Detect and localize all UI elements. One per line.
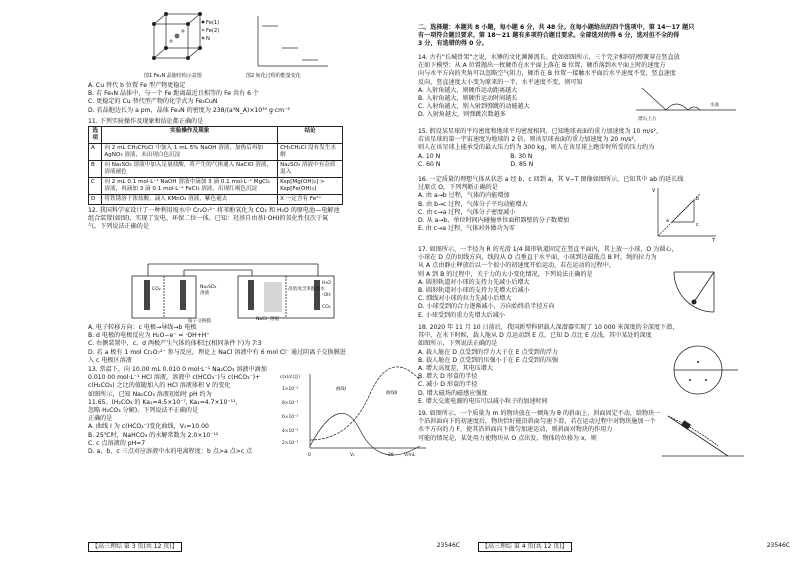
q11-th-operation: 实验操作及现象 — [102, 127, 278, 144]
xtick: V₁ — [350, 453, 355, 458]
ytick: 4×10⁻³ — [282, 429, 299, 434]
vt-graph — [650, 186, 720, 242]
q13-line: 忽略 H₂CO₃ 分解)。下列说法不正确的是 — [88, 407, 199, 415]
q13-line: 11.65。(H₂CO₃ 的 Ka₁=4.5×10⁻⁷, Ka₂=4.7×10⁻¹¹， — [88, 398, 242, 406]
label-h2o: H₂O — [322, 281, 331, 286]
q12-line: 组合装置(如图)，实现了发电、环保二位一体。已知：羟基自由基(·OH)的氧化性仅次于氟 — [88, 215, 329, 223]
q18-line: 18. 2020 年 11 月 10 日前后，我国新型科研载人深潜器实现了 10 000 米深度的全深度下潜， — [418, 324, 679, 331]
table-row — [89, 178, 343, 195]
vt-ylabel: V — [652, 189, 656, 194]
q17-opt-a: A. 圆形轨道对小球的支持力先减小后增大 — [418, 278, 530, 286]
q17-line: 17. 如图所示，一半径为 R 的光滑 1/4 圆形轨道固定在竖直平面内，其上放一小球，O 为圆心， — [418, 246, 678, 253]
q16-opt-c: C. 由 c→a 过程，气体分子密度减小 — [418, 208, 516, 216]
q18-opt-b: B. 增大 D 形盒的半径 — [418, 373, 478, 381]
legend-n: N — [206, 36, 210, 42]
label-co2b: CO₂ — [322, 305, 331, 310]
q11-stem: 11. 下列实验操作及现象和结论都正确的是 — [88, 117, 204, 125]
q11-cell: 向 2 mL CH₃CH₂Cl 中加入 1 mL 5% NaOH 溶液，加热后再加 AgNO₃ 溶液，未出现白色沉淀 — [102, 144, 278, 161]
q14-line: 14. 古有“长城骨架”之说，水锤的文化渊源流长。此如如图所示，三个完全相同的弹簧穿在竖直放 — [418, 54, 680, 61]
q18-line: 如图所示，下列说法正确的是 — [418, 340, 498, 348]
legend-fe1: Fe(1) — [206, 20, 220, 26]
electrochem-apparatus — [128, 260, 348, 322]
q11-th-conclusion: 结论 — [278, 127, 343, 144]
skipping-stone-figure — [636, 80, 736, 124]
table-row — [89, 161, 343, 178]
q18-line: 其中，在水下时候，载人舱从 D 点运动到 E 点，已知 D 点比 E 点浅，其中某处的深度 — [418, 332, 652, 340]
q16-opt-d: D. 从 a→b，单位时间内碰撞单位面积器壁的分子数增加 — [418, 217, 570, 225]
q17-line: 则 A 到 B 的过程中，关于力的大小变化情况，下列说法正确的是 — [418, 270, 593, 278]
left-footer-label: 【高三理综 第 3 页(共 12 页)】 — [88, 542, 182, 552]
curve-label-2: 曲线II — [386, 391, 398, 396]
axis-xlabel: V/mL — [404, 453, 416, 458]
q13-line: 如图所示，已知 Na₂CO₃ 溶液初始时 pH 约为 — [88, 390, 212, 398]
q18-opt-e: E. 增大交流电源的电压可以减小粒子的加速时间 — [418, 397, 548, 405]
q11-cell: 向 2 mL 0.1 mol·L⁻¹ NaOH 溶液中滴加 3 滴 0.1 mol·L⁻¹ MgCl₂ 溶液，再滴加 3 滴 0.1 mol·L⁻¹ FeCl₃ 溶液，出现红褐色沉淀 — [102, 178, 278, 195]
q13-opt-b: B. 25℃时，NaHCO₃ 的水解常数为 2.0×10⁻¹² — [88, 431, 219, 439]
q11-cell: B — [89, 161, 102, 178]
section-line: 3 分，有选错的得 0 分。 — [418, 40, 488, 48]
q19-line: 水平方向的力 F，使其沿斜面向下做匀加速运动，则斜面对物块的作用力 — [418, 426, 613, 434]
right-page — [418, 10, 790, 555]
vt-point-c: c — [696, 223, 699, 228]
q12-opt-a: A. 电子转移方向：c 电极→导线→b 电极 — [88, 324, 197, 331]
q14-line: 向与水平方向的夹角可以忽略空气阻力，硬币在 B 位置一接触水平面后水平速度不变，竖直速度 — [418, 70, 676, 78]
q11-cell: C — [89, 178, 102, 195]
q16-line: 16. 一定质量的理想气体从状态 a 经 b、c 回到 a，其 V−T 图像如图所示，已知其中 ab 的延长线 — [418, 176, 684, 183]
q17-line: 从 A 点由静止释放后以一个很小的初速度开始运动，若在运动的过程中， — [418, 262, 615, 270]
q14-opt-a: A. 入射角越大，则硬币运动距离越大 — [418, 86, 518, 94]
q16-opt-a: A. 由 a→b 过程，气体的内能增加 — [418, 192, 510, 200]
q12-opt-d2: 入 c 电极区溶液 — [88, 356, 132, 364]
q14-opt-b: B. 入射角越大，则硬币运动时间越长 — [418, 95, 518, 103]
q19-line: 可能的情况是，某处用力使物块从 O 点出发，物体的位移为 x，则 — [418, 434, 597, 442]
table-row — [89, 144, 343, 161]
ytick: 6×10⁻³ — [282, 415, 299, 420]
q18-opt-a: A. 增大高度差，其电压增大 — [418, 365, 493, 373]
q12-line: 气。下列说法正确的是 — [88, 223, 149, 231]
q16-opt-e: E. 由 c→a 过程，气体对外做功为零 — [418, 225, 515, 233]
ytick: 1×10⁻² — [282, 387, 299, 392]
q17-opt-e: E. 小球受到的重力先增大后减小 — [418, 311, 505, 319]
q13-line: 正确的是 — [88, 415, 113, 423]
q13-opt-c: C. c 点溶液的 pH=7 — [88, 439, 146, 447]
energy-diagram — [248, 12, 358, 74]
q10-opt-a: A. Cu 替代 b 位置 Fe 型产物更稳定 — [88, 82, 186, 89]
left-page — [88, 10, 460, 555]
q11-th-option: 选项 — [89, 127, 102, 144]
legend-fe2: Fe(2) — [206, 28, 220, 34]
label-membrane: 质子交换膜 — [188, 319, 211, 324]
label-co2: CO₂ — [152, 287, 161, 292]
q13-opt-d: D. a、b、c 三点对应溶液中水的电离程度：b 点>a 点>c 点 — [88, 448, 253, 456]
label-stone: 漂石上方 — [638, 117, 657, 122]
q17-opt-d: D. 小球受到的合力逐渐减小，方向始终沿半径方向 — [418, 303, 555, 311]
q11-cell: Ksp[Mg(OH)₂] > Ksp[Fe(OH)₃] — [278, 178, 343, 195]
q15-opt-a: A. 10 N — [418, 152, 441, 160]
vt-point-a: a — [666, 219, 669, 224]
q13-opt-a: A. 曲线 I 为 c(HCO₃⁻)变化曲线，V₁=10.00 — [88, 423, 209, 431]
section-line: 二、选择题：本题共 8 小题，每小题 6 分，共 48 分。在每小题给出的四个选项中，第 14～17 题只 — [418, 24, 695, 31]
fig2-caption: 图2 转化过程的能量变化 — [246, 73, 301, 79]
titration-graph — [280, 370, 430, 460]
label-phenol: 高浓度含苯酚废水 — [288, 287, 325, 292]
q15-line: 15. 假设某星球的平均密度和地球平均密度相同，已知地球表面的重力加速度为 10 m/s²， — [418, 128, 663, 135]
q12-opt-b: B. d 电极的电极反应为 H₂O−e⁻ = ·OH+H⁺ — [88, 332, 210, 340]
q17-opt-b: B. 圆形轨道对小球的支持力先增大后减小 — [418, 287, 530, 295]
q14-opt-d: D. 入射角越大，则弹跳次数越多 — [418, 111, 506, 119]
q19-line: 个沿斜面向下的初速度后，物块恰好能沿斜面匀速下滑，若在运动过程中对物块施加一个 — [418, 418, 656, 426]
q15-opt-b: B. 30 N — [510, 152, 533, 160]
label-solution1: 溶液 — [200, 291, 210, 296]
q11-cell: A — [89, 144, 102, 161]
q15-line: 则人在该星球上能承受的最大压力约为 300 kg，则人在该星球上跑步时所受的压力约为 — [418, 144, 655, 152]
vt-xlabel: T — [712, 239, 715, 244]
q15-line: 若该星球的第一宇宙速度为地球的 2 倍，则该星球表面的重力加速度为 20 m/s²， — [418, 136, 640, 144]
cyclotron-figure — [662, 340, 742, 400]
label-water: 水面 — [710, 103, 720, 108]
q10-opt-b: B. 若 Fe₄N 晶体中，与一个 Fe 距离最近且相等的 Fe 共有 6 个 — [88, 90, 259, 98]
q17-opt-c: C. 细线对小球的拉力先减小后增大 — [418, 295, 512, 303]
q11-cell: CH₃CH₂Cl 没有发生水解 — [278, 144, 343, 161]
section-line: 有一项符合题目要求，第 18～21 题有多项符合题目要求。全部选对的得 6 分，选对但不全的得 — [418, 32, 680, 40]
q10-opt-d: D. 若晶胞边长为 a pm，晶体 Fe₄N 的密度为 238/(a³N_A)×10³⁰ g·cm⁻³ — [88, 106, 290, 114]
vt-point-b: b — [696, 197, 700, 202]
left-footer-code: 23546C — [436, 542, 460, 549]
label-oh: ·OH — [322, 293, 331, 298]
table-row — [89, 195, 343, 205]
q13-line: c(H₂CO₃) 之比的值随加入的 HCl 溶液体积 V 的变化 — [88, 382, 231, 390]
xtick: 0 — [308, 453, 311, 458]
right-footer-label: 【高三理综 第 4 页(共 12 页)】 — [478, 542, 572, 552]
q11-cell: 向 Na₂SO₃ 溶液中加入足量盐酸，将产生的气体通入 NaClO 溶液，溶液褪色 — [102, 161, 278, 178]
ytick: 2×10⁻³ — [282, 441, 299, 446]
q11-cell: X 一定含有 Fe²⁺ — [278, 195, 343, 205]
axis-ylabel: c(x)/c(总) — [280, 375, 301, 380]
q14-opt-c: C. 入射角越大，则入射到弹跳的动能越大 — [418, 103, 530, 111]
crystal-cell-figure — [146, 10, 236, 72]
q12-opt-d: D. 若 a 极有 1 mol Cr₂O₇²⁻ 参与反应，理论上 NaCl 溶液中有 6 mol Cl⁻ 通过阴离子交换膜进 — [88, 348, 346, 356]
q13-line: 0.010 00 mol·L⁻¹ HCl 溶液，溶液中 c(HCO₃⁻)与 c(HCO₃⁻)+ — [88, 374, 261, 382]
right-footer — [418, 542, 790, 552]
q17-line: 小球在 D 点的切线方向，线段从 O 点垂直于水平面，小球到达最低点 B 时，绳的拉力为 — [418, 254, 657, 262]
q12-opt-c: C. 右侧装置中，c、d 两极产生气体的体积比(相同条件下)为 7∶3 — [88, 340, 262, 348]
q14-line: 反向，竖直速度大小变为原来的一半，水平速度不变，则可知 — [418, 78, 583, 86]
q16-line: 过原点 O，下列判断正确的是 — [418, 184, 498, 192]
q15-opt-d: D. 85 N — [510, 160, 534, 168]
label-na2so4: Na₂SO₄ — [200, 285, 217, 290]
curve-label-1: 曲线I — [336, 387, 347, 392]
q18-line: A. 载人舱在 D 点受到的浮力大于在 E 点受到的浮力 — [418, 348, 559, 356]
q18-opt-c: C. 减小 D 形盒的半径 — [418, 381, 478, 389]
q10-opt-c: C. 更稳定的 Cu 替代型产物的化学式为 Fe₃CuN — [88, 98, 218, 106]
label-solution2: 溶液 — [270, 317, 280, 322]
xtick: 20 — [388, 453, 394, 458]
quarter-circle-track — [668, 266, 732, 318]
label-nacl: NaCl — [256, 317, 267, 322]
incline-figure — [658, 406, 748, 462]
q18-opt-d: D. 增大磁场的磁感应强度 — [418, 389, 488, 397]
ytick: 8×10⁻³ — [282, 401, 299, 406]
q11-cell: D — [89, 195, 102, 205]
left-footer — [88, 542, 460, 552]
q16-opt-b: B. 由 b→c 过程，气体分子平均动能增大 — [418, 200, 528, 208]
q11-cell: 将铁锈溶于浓盐酸，滴入 KMnO₄ 溶液，紫色褪去 — [102, 195, 278, 205]
fig1-caption: 图1 Fe₄N 晶胞结构示意图 — [144, 73, 202, 79]
q12-line: 12. 我国科学家设计了一种利用废水中 Cr₂O₇²⁻ 将苯酚氧化为 CO₂ 和 H₂O 的原电池—电解池 — [88, 207, 340, 215]
q13-line: 13. 常温下，向 10.00 mL 0.010 0 mol·L⁻¹ Na₂CO₃ 溶液中滴加 — [88, 366, 267, 373]
right-footer-code: 23546C — [766, 542, 790, 549]
q11-table — [88, 126, 343, 205]
q15-opt-c: C. 60 N — [418, 160, 441, 168]
q18-line: B. 载人舱在 D 点受到的压强小于在 E 点受到的压强 — [418, 356, 559, 364]
q14-line: 在如下模型：从 A 位置抛出一枚硬币在水平面上落在 B 位置，硬币落到水平面上时的速度方 — [418, 62, 666, 70]
q19-line: 19. 如图所示，一个质量为 m 的物块放在一倾角为 θ 的斜面上，斜面固定不动，给物块一 — [418, 410, 661, 417]
q11-cell: Na₂SO₃ 溶液中有杂质混入 — [278, 161, 343, 178]
